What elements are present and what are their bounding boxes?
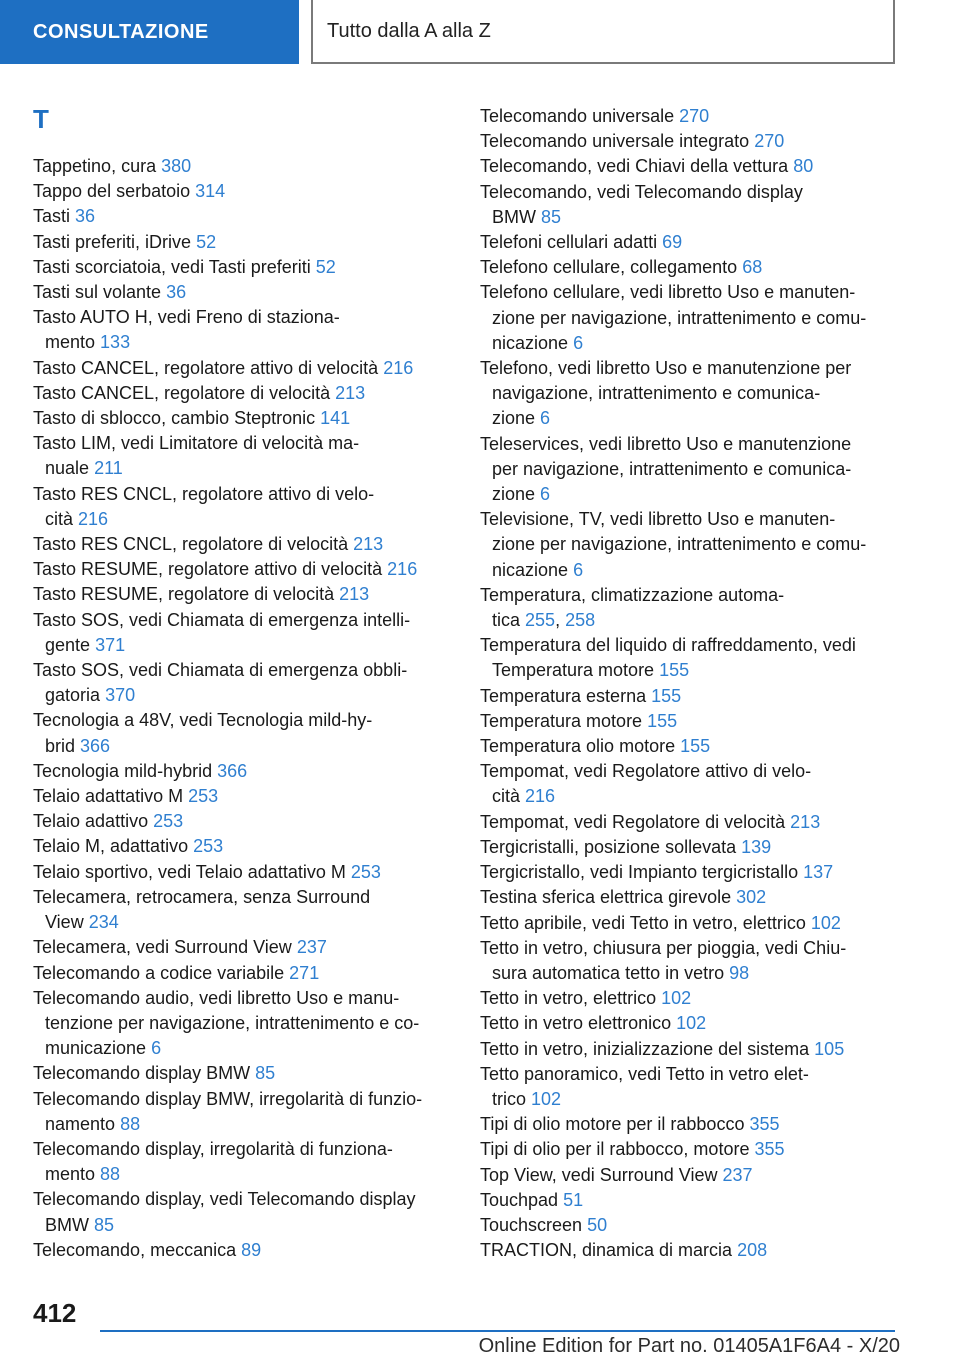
entry-text: Tasto RES CNCL, regolatore attivo di velo- [33, 483, 375, 504]
entry-text: namento [45, 1113, 116, 1134]
entry-text: nicazione [492, 332, 569, 353]
index-entry [33, 255, 453, 280]
index-entry [33, 381, 453, 406]
page-link[interactable]: 102 [661, 988, 692, 1009]
index-entry [480, 583, 900, 633]
page-link[interactable]: 371 [95, 634, 126, 655]
index-entry [480, 759, 900, 809]
page-link[interactable]: 253 [193, 836, 224, 857]
entry-text: View [45, 912, 84, 933]
page-link[interactable]: 6 [540, 408, 551, 429]
entry-text: Temperatura motore [492, 660, 655, 681]
entry-text: cità [45, 508, 74, 529]
page-link[interactable]: 253 [188, 786, 219, 807]
entry-text: Tasto RESUME, regolatore di velocità [33, 584, 335, 605]
index-entry [33, 860, 453, 885]
index-entry [33, 784, 453, 809]
edition-text: Online Edition for Part no. 01405A1F6A4 - X/20 [478, 1335, 900, 1357]
index-entry [33, 986, 453, 1062]
page-link[interactable]: 52 [315, 256, 336, 277]
index-entry [33, 305, 453, 355]
entry-text: gente [45, 634, 91, 655]
index-entry [480, 911, 900, 936]
page-link[interactable]: 141 [320, 408, 351, 429]
page-link[interactable]: 370 [105, 685, 136, 706]
index-entry [33, 834, 453, 859]
entry-text: Tasto AUTO H, vedi Freno di staziona- [33, 307, 340, 328]
page-link[interactable]: 208 [737, 1240, 768, 1261]
page-link[interactable]: 258 [565, 610, 596, 631]
index-entry [480, 986, 900, 1011]
entry-text: mento [45, 332, 96, 353]
index-entry [480, 860, 900, 885]
index-entry [33, 482, 453, 532]
index-entry [480, 1213, 900, 1238]
page-link[interactable]: 213 [790, 811, 821, 832]
index-entry [480, 1188, 900, 1213]
page-link[interactable]: 88 [120, 1113, 141, 1134]
page-link[interactable]: 89 [241, 1239, 262, 1260]
entry-text: Telaio sportivo, vedi Telaio adattativo M [33, 861, 346, 882]
entry-text: BMW [45, 1214, 89, 1235]
index-entry [480, 810, 900, 835]
entry-text: Telecomando display BMW [33, 1063, 251, 1084]
page-link[interactable]: 137 [803, 862, 834, 883]
index-entry [33, 230, 453, 255]
entry-text: tica [492, 610, 521, 631]
index-entry [33, 1137, 453, 1187]
entry-text: cità [492, 786, 521, 807]
page-link[interactable]: 68 [742, 257, 763, 278]
entry-text: Telecomando display, vedi Telecomando display [33, 1189, 416, 1210]
page-link[interactable]: 88 [100, 1164, 121, 1185]
index-entry [33, 1061, 453, 1086]
entry-text: per navigazione, intrattenimento e comunica- [492, 458, 852, 479]
index-entry [33, 809, 453, 834]
index-entry [480, 1112, 900, 1137]
page-link[interactable]: 85 [255, 1063, 276, 1084]
index-entry [480, 1037, 900, 1062]
entry-text: Telaio M, adattativo [33, 836, 189, 857]
entry-text: Televisione, TV, vedi libretto Uso e manuten- [480, 509, 836, 530]
page-number: 412 [33, 1298, 77, 1328]
page-link[interactable]: 98 [729, 962, 750, 983]
page-link[interactable]: 253 [153, 811, 184, 832]
entry-text: gatoria [45, 685, 101, 706]
page-link[interactable]: 253 [350, 861, 381, 882]
page-link[interactable]: 85 [94, 1214, 115, 1235]
page-link[interactable]: 271 [289, 962, 320, 983]
entry-text: Testina sferica elettrica girevole [480, 887, 732, 908]
index-entry [33, 154, 453, 179]
entry-text: Tecnologia mild-hybrid [33, 760, 213, 781]
page-separator: , [555, 610, 561, 631]
index-entry [33, 431, 453, 481]
page-link[interactable]: 85 [541, 206, 562, 227]
page-link[interactable]: 302 [736, 887, 767, 908]
entry-text: Top View, vedi Surround View [480, 1164, 718, 1185]
entry-text: Tasto RESUME, regolatore attivo di velocità [33, 559, 383, 580]
entry-text: Touchscreen [480, 1214, 583, 1235]
entry-text: Telecomando, vedi Telecomando display [480, 181, 803, 202]
entry-text: Telefono cellulare, collegamento [480, 257, 738, 278]
index-entry [480, 129, 900, 154]
page-link[interactable]: 139 [741, 836, 772, 857]
page-link[interactable]: 216 [78, 508, 109, 529]
entry-text: Telecamera, retrocamera, senza Surround [33, 886, 371, 907]
index-entry [480, 734, 900, 759]
page-link[interactable]: 6 [573, 332, 584, 353]
entry-text: Tasto LIM, vedi Limitatore di velocità ma- [33, 433, 360, 454]
entry-text: Teleservices, vedi libretto Uso e manutenzione [480, 433, 852, 454]
index-entry [33, 532, 453, 557]
index-entry [33, 935, 453, 960]
entry-text: zione per navigazione, intrattenimento e comu- [492, 307, 867, 328]
index-letter: T [33, 104, 49, 134]
entry-text: Tecnologia a 48V, vedi Tecnologia mild-hy- [33, 710, 373, 731]
page-link[interactable]: 355 [749, 1114, 780, 1135]
entry-text: zione [492, 484, 536, 505]
page-link[interactable]: 102 [531, 1088, 562, 1109]
entry-text: nicazione [492, 559, 569, 580]
entry-text: Tappo del serbatoio [33, 181, 191, 202]
entry-text: Telefono cellulare, vedi libretto Uso e manuten- [480, 282, 856, 303]
page-link[interactable]: 213 [353, 534, 384, 555]
entry-text: Telecomando a codice variabile [33, 962, 285, 983]
page-link[interactable]: 155 [680, 736, 711, 757]
entry-text: Tasto SOS, vedi Chiamata di emergenza intelli- [33, 609, 411, 630]
index-entry [33, 961, 453, 986]
page-link[interactable]: 213 [335, 382, 366, 403]
entry-text: Temperatura esterna [480, 685, 647, 706]
entry-text: Temperatura motore [480, 710, 643, 731]
entry-text: Touchpad [480, 1189, 559, 1210]
page-link[interactable]: 355 [754, 1139, 785, 1160]
index-entry [480, 1062, 900, 1112]
index-entry [480, 356, 900, 432]
index-entry [480, 684, 900, 709]
index-entry [480, 255, 900, 280]
page-link[interactable]: 155 [651, 685, 682, 706]
page-link[interactable]: 80 [793, 156, 814, 177]
entry-text: Telecomando display BMW, irregolarità di funzio- [33, 1088, 423, 1109]
entry-text: Tasto CANCEL, regolatore di velocità [33, 382, 331, 403]
index-entry [33, 1087, 453, 1137]
index-entry [480, 936, 900, 986]
entry-text: sura automatica tetto in vetro [492, 962, 725, 983]
entry-text: Tetto in vetro, chiusura per pioggia, vedi Chiu- [480, 937, 847, 958]
index-entry [33, 557, 453, 582]
section-tab[interactable]: CONSULTAZIONE [0, 0, 299, 64]
entry-text: TRACTION, dinamica di marcia [480, 1240, 733, 1261]
footer-rule [100, 1330, 895, 1332]
entry-text: Tetto in vetro elettronico [480, 1013, 672, 1034]
entry-text: Tasto RES CNCL, regolatore di velocità [33, 534, 349, 555]
page-link[interactable]: 51 [563, 1189, 584, 1210]
page-link[interactable]: 380 [161, 156, 192, 176]
page-link[interactable]: 52 [196, 231, 217, 252]
index-entry [33, 608, 453, 658]
page-link[interactable]: 6 [151, 1038, 162, 1059]
entry-text: Telaio adattivo [33, 811, 149, 832]
entry-text: zione [492, 408, 536, 429]
index-entry [480, 104, 900, 129]
page-link[interactable]: 133 [100, 332, 131, 353]
entry-text: Telefono, vedi libretto Uso e manutenzione per [480, 358, 852, 379]
entry-text: Tasti [33, 206, 71, 227]
entry-text: Telecomando display, irregolarità di funziona- [33, 1138, 393, 1159]
entry-text: Telecomando, vedi Chiavi della vettura [480, 156, 789, 177]
entry-text: Tergicristallo, vedi Impianto tergicristallo [480, 862, 799, 883]
index-entry [33, 356, 453, 381]
entry-text: Tempomat, vedi Regolatore di velocità [480, 811, 786, 832]
entry-text: Telecamera, vedi Surround View [33, 937, 292, 958]
page-link[interactable]: 105 [814, 1038, 845, 1059]
index-entry [33, 885, 453, 935]
entry-text: Tempomat, vedi Regolatore attivo di velo- [480, 761, 812, 782]
index-entry [480, 1238, 900, 1263]
page-link[interactable]: 6 [573, 559, 584, 580]
index-entry [480, 1137, 900, 1162]
entry-text: trico [492, 1088, 527, 1109]
entry-text: brid [45, 735, 76, 756]
entry-text: Telecomando audio, vedi libretto Uso e manu- [33, 987, 400, 1008]
entry-text: Tappetino, cura [33, 156, 157, 176]
page-link[interactable]: 6 [540, 484, 551, 505]
index-entry [33, 1238, 453, 1263]
entry-text: Temperatura olio motore [480, 736, 676, 757]
index-entry [33, 582, 453, 607]
page-link[interactable]: 216 [383, 357, 414, 378]
index-entry [33, 204, 453, 229]
page-link[interactable]: 234 [88, 912, 119, 933]
page-link[interactable]: 366 [80, 735, 111, 756]
index-entry [33, 759, 453, 784]
entry-text: Tetto apribile, vedi Tetto in vetro, elettrico [480, 912, 806, 933]
header-title: Tutto dalla A alla Z [311, 0, 895, 64]
entry-text: Tipi di olio motore per il rabbocco [480, 1114, 745, 1135]
page-link[interactable]: 69 [662, 232, 683, 253]
entry-text: navigazione, intrattenimento e comunica- [492, 383, 821, 404]
entry-text: municazione [45, 1038, 147, 1059]
entry-text: Telecomando universale [480, 106, 675, 126]
entry-text: Telecomando, meccanica [33, 1239, 237, 1260]
page-link[interactable]: 270 [679, 106, 710, 126]
page-link[interactable]: 314 [195, 181, 226, 202]
page-link[interactable]: 237 [722, 1164, 753, 1185]
index-entry [33, 179, 453, 204]
page-link[interactable]: 155 [659, 660, 690, 681]
page-link[interactable]: 216 [387, 559, 418, 580]
entry-text: Telaio adattativo M [33, 786, 184, 807]
index-entry [480, 154, 900, 179]
page-link[interactable]: 213 [339, 584, 370, 605]
page-link[interactable]: 155 [647, 710, 678, 731]
entry-text: Tetto panoramico, vedi Tetto in vetro elet- [480, 1063, 809, 1084]
entry-text: BMW [492, 206, 536, 227]
entry-text: Tasti preferiti, iDrive [33, 231, 192, 252]
page-link[interactable]: 102 [810, 912, 841, 933]
index-entry [33, 1187, 453, 1237]
entry-text: Tasti scorciatoia, vedi Tasti preferiti [33, 256, 311, 277]
page-link[interactable]: 237 [296, 937, 327, 958]
index-entry [480, 709, 900, 734]
entry-text: Telecomando universale integrato [480, 131, 750, 152]
index-entry [33, 280, 453, 305]
entry-text: Tasto SOS, vedi Chiamata di emergenza obbli- [33, 660, 408, 681]
entry-text: Telefoni cellulari adatti [480, 232, 658, 253]
page-link[interactable]: 36 [75, 206, 96, 227]
entry-text: Tipi di olio per il rabbocco, motore [480, 1139, 750, 1160]
index-entry [33, 658, 453, 708]
index-entry [480, 835, 900, 860]
entry-text: zione per navigazione, intrattenimento e comu- [492, 534, 867, 555]
entry-text: mento [45, 1164, 96, 1185]
page-link[interactable]: 50 [587, 1214, 608, 1235]
index-entry [480, 432, 900, 508]
page-link[interactable]: 211 [94, 458, 123, 479]
entry-text: Tetto in vetro, elettrico [480, 988, 657, 1009]
index-entry [480, 885, 900, 910]
page-link[interactable]: 102 [676, 1013, 707, 1034]
entry-text: Tasto CANCEL, regolatore attivo di velocità [33, 357, 379, 378]
index-entry [33, 406, 453, 431]
index-column-left [33, 102, 453, 1263]
entry-text: Tetto in vetro, inizializzazione del sistema [480, 1038, 810, 1059]
index-entry [33, 708, 453, 758]
page-link[interactable]: 36 [166, 282, 187, 303]
page-link[interactable]: 216 [525, 786, 556, 807]
entry-text: Temperatura, climatizzazione automa- [480, 584, 785, 605]
index-entry [480, 507, 900, 583]
entry-text: nuale [45, 458, 90, 479]
index-entry [480, 180, 900, 230]
page-link[interactable]: 255 [525, 610, 556, 631]
page-link[interactable]: 270 [754, 131, 785, 152]
index-entry [480, 280, 900, 356]
index-entry [480, 230, 900, 255]
index-entry [480, 633, 900, 683]
entry-text: Tasto di sblocco, cambio Steptronic [33, 408, 316, 429]
index-column-right [480, 104, 900, 1263]
entry-text: Tergicristalli, posizione sollevata [480, 836, 737, 857]
entry-text: Temperatura del liquido di raffreddamento, vedi [480, 635, 856, 656]
index-entry [480, 1163, 900, 1188]
page-header [0, 0, 960, 66]
entry-text: tenzione per navigazione, intrattenimento e co- [45, 1012, 420, 1033]
index-entry [480, 1011, 900, 1036]
page-link[interactable]: 366 [217, 760, 248, 781]
entry-text: Tasti sul volante [33, 282, 162, 303]
